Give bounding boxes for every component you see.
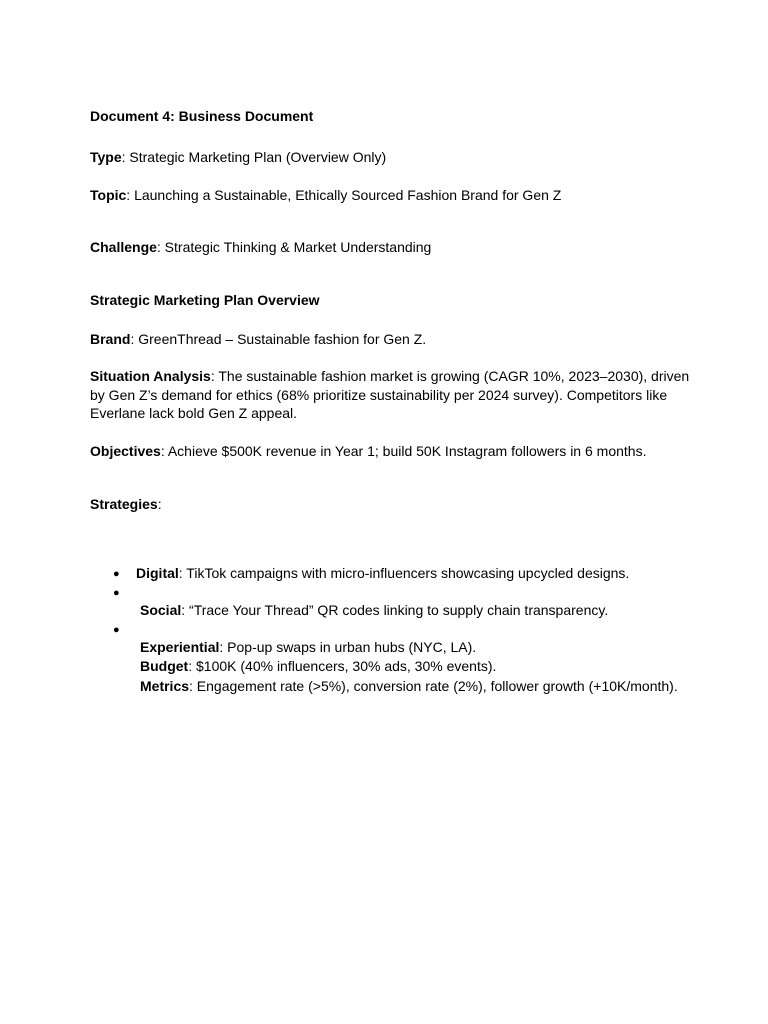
experiential-text: : Pop-up swaps in urban hubs (NYC, LA). — [219, 639, 477, 655]
metrics-line — [140, 677, 678, 695]
brand-text: : GreenThread – Sustainable fashion for Gen Z. — [130, 331, 427, 347]
type-text: : Strategic Marketing Plan (Overview Only) — [121, 149, 387, 165]
section-heading: Strategic Marketing Plan Overview — [90, 292, 320, 308]
topic-label: Topic — [90, 187, 127, 203]
document-title: Document 4: Business Document — [90, 108, 314, 124]
budget-text: : $100K (40% influencers, 30% ads, 30% events). — [188, 658, 497, 674]
experiential-label: Experiential — [140, 639, 220, 655]
objectives-label: Objectives — [90, 443, 161, 459]
challenge-label: Challenge — [90, 239, 157, 255]
objectives-text: : Achieve $500K revenue in Year 1; build 50K Instagram followers in 6 months. — [160, 443, 647, 459]
strategies-text: : — [157, 496, 162, 512]
budget-label: Budget — [140, 658, 189, 674]
digital-text: : TikTok campaigns with micro-influencers showcasing upcycled designs. — [178, 565, 630, 581]
brand-label: Brand — [90, 331, 131, 347]
list-item-experiential — [140, 638, 476, 656]
situation-analysis-paragraph — [90, 367, 690, 423]
type-label: Type — [90, 149, 122, 165]
topic-line — [90, 186, 561, 204]
budget-line — [140, 657, 496, 675]
objectives-line — [90, 442, 646, 460]
challenge-line — [90, 238, 431, 256]
strategies-label: Strategies — [90, 496, 158, 512]
challenge-text: : Strategic Thinking & Market Understanding — [156, 239, 432, 255]
metrics-text: : Engagement rate (>5%), conversion rate (2%), follower growth (+10K/month). — [189, 678, 678, 694]
situation-label: Situation Analysis — [90, 368, 211, 384]
brand-line — [90, 330, 426, 348]
list-item-social — [140, 601, 608, 619]
type-line — [90, 148, 386, 166]
social-text: : “Trace Your Thread” QR codes linking to supply chain transparency. — [181, 602, 609, 618]
bullet-icon: ● — [113, 587, 120, 599]
strategies-line — [90, 495, 162, 513]
bullet-icon: ● — [113, 624, 120, 636]
metrics-label: Metrics — [140, 678, 190, 694]
list-item-digital — [136, 564, 629, 582]
situation-text: : The sustainable fashion market is growing (CAGR 10%, 2023–2030), driven by Gen Z’s demand for ethics (68% prioritize sustainability per 2024 survey). Competitors like Everlane lack bold Gen Z appeal. — [90, 368, 690, 421]
social-label: Social — [140, 602, 182, 618]
topic-text: : Launching a Sustainable, Ethically Sourced Fashion Brand for Gen Z — [126, 187, 562, 203]
bullet-icon: ● — [113, 568, 120, 580]
digital-label: Digital — [136, 565, 179, 581]
